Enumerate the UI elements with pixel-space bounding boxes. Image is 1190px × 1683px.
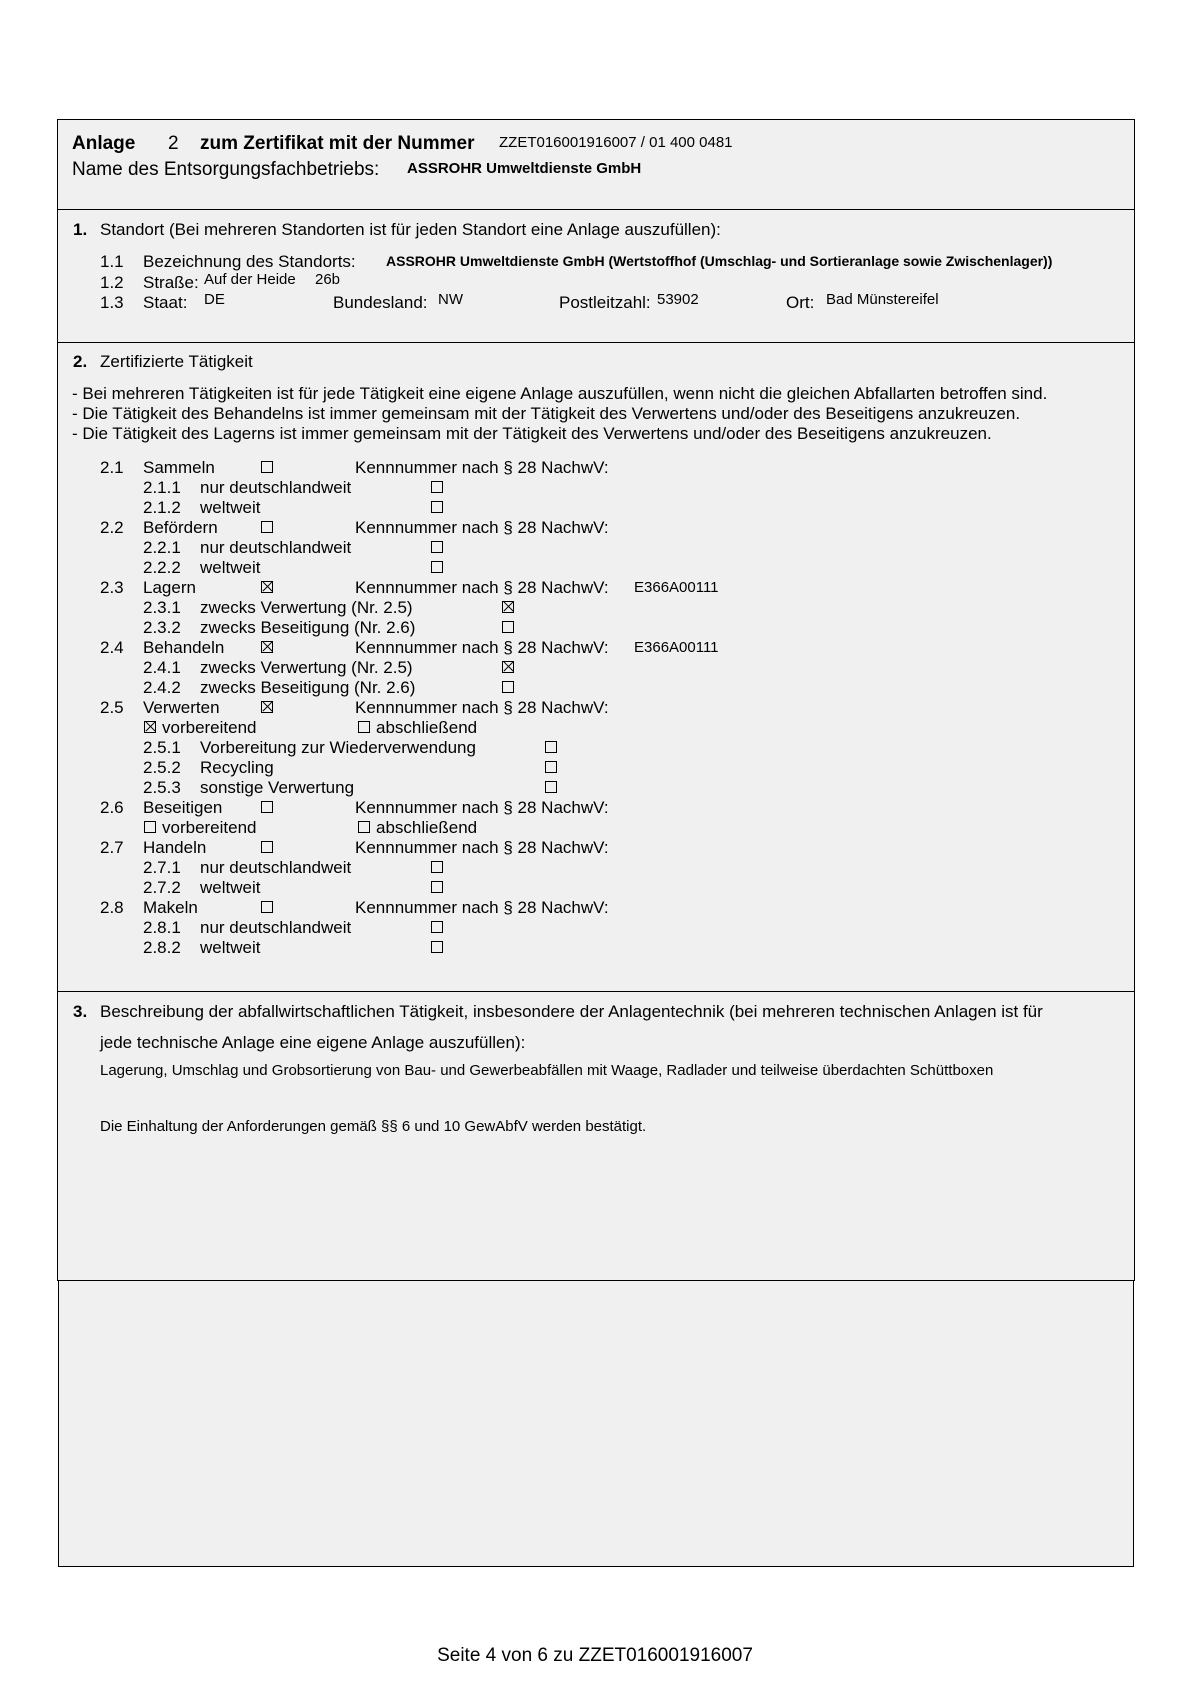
behandeln-beseitigung-label: zwecks Beseitigung (Nr. 2.6) (200, 678, 416, 697)
verwerten-abschliessend-checkbox[interactable] (358, 721, 370, 733)
item-num: 2.8.1 (143, 918, 181, 937)
makeln-deutschlandweit-label: nur deutschlandweit (200, 918, 352, 937)
beseitigen-vorbereitend-checkbox[interactable] (144, 821, 156, 833)
note-3: - Die Tätigkeit des Lagerns ist immer gemeinsam mit der Tätigkeit des Verwertens und/oder des Beseitigens anzukreuzen. (72, 424, 992, 443)
verwerten-checkbox[interactable] (261, 701, 273, 713)
item-num: 2.7 (100, 838, 124, 857)
makeln-deutschlandweit-checkbox[interactable] (431, 921, 443, 933)
item-num: 2.2.1 (143, 538, 181, 557)
item-num: 2.5.1 (143, 738, 181, 757)
behandeln-verwertung-label: zwecks Verwertung (Nr. 2.5) (200, 658, 413, 677)
item-num: 2.4 (100, 638, 124, 657)
handeln-weltweit-checkbox[interactable] (431, 881, 443, 893)
befoerdern-weltweit-label: weltweit (200, 558, 261, 577)
betrieb-value: ASSROHR Umweltdienste GmbH (407, 160, 642, 177)
kennnummer-label: Kennnummer nach § 28 NachwV: (355, 898, 609, 917)
item-num: 2.2.2 (143, 558, 181, 577)
beseitigen-abschliessend-label: abschließend (376, 818, 478, 837)
standort-section (57, 209, 1135, 343)
handeln-deutschlandweit-checkbox[interactable] (431, 861, 443, 873)
header-box (57, 119, 1135, 210)
verwerten-vorbereitend-label: vorbereitend (162, 718, 257, 737)
section2-title: Zertifizierte Tätigkeit (100, 352, 253, 371)
beseitigen-checkbox[interactable] (261, 801, 273, 813)
item-num: 2.6 (100, 798, 124, 817)
zertifikat-label: zum Zertifikat mit der Nummer (200, 133, 475, 154)
sammeln-deutschlandweit-checkbox[interactable] (431, 481, 443, 493)
sammeln-weltweit-label: weltweit (200, 498, 261, 517)
befoerdern-deutschlandweit-checkbox[interactable] (431, 541, 443, 553)
handeln-weltweit-label: weltweit (200, 878, 261, 897)
item-num: 2.8 (100, 898, 124, 917)
recycling-label: Recycling (200, 758, 274, 777)
n13: 1.3 (100, 293, 124, 312)
sonstige-verwertung-label: sonstige Verwertung (200, 778, 355, 797)
sammeln-deutschlandweit-label: nur deutschlandweit (200, 478, 352, 497)
lagern-label: Lagern (143, 578, 196, 597)
bezeichnung-label: Bezeichnung des Standorts: (143, 252, 356, 271)
kennnummer-label: Kennnummer nach § 28 NachwV: (355, 838, 609, 857)
kennnummer-label: Kennnummer nach § 28 NachwV: (355, 518, 609, 537)
plz-label: Postleitzahl: (559, 293, 651, 312)
section1-title: Standort (Bei mehreren Standorten ist für jeden Standort eine Anlage auszufüllen): (100, 220, 721, 239)
lagern-beseitigung-label: zwecks Beseitigung (Nr. 2.6) (200, 618, 416, 637)
sonstige-verwertung-checkbox[interactable] (545, 781, 557, 793)
item-num: 2.8.2 (143, 938, 181, 957)
makeln-weltweit-label: weltweit (200, 938, 261, 957)
makeln-checkbox[interactable] (261, 901, 273, 913)
item-num: 2.5.2 (143, 758, 181, 777)
section1-number: 1. (73, 220, 88, 239)
kennnummer-label: Kennnummer nach § 28 NachwV: (355, 458, 609, 477)
befoerdern-weltweit-checkbox[interactable] (431, 561, 443, 573)
wiederverwendung-label: Vorbereitung zur Wiederverwendung (200, 738, 476, 757)
note-2: - Die Tätigkeit des Behandelns ist immer gemeinsam mit der Tätigkeit des Verwertens und/oder des Beseitigens anzukreuzen. (72, 404, 1021, 423)
lagern-checkbox[interactable] (261, 581, 273, 593)
bestaetigung-text: Die Einhaltung der Anforderungen gemäß §§ 6 und 10 GewAbfV werden bestätigt. (100, 1118, 647, 1135)
item-num: 2.7.1 (143, 858, 181, 877)
ort-label: Ort: (786, 293, 815, 312)
n11: 1.1 (100, 252, 124, 271)
verwerten-label: Verwerten (143, 698, 220, 717)
befoerdern-deutschlandweit-label: nur deutschlandweit (200, 538, 352, 557)
wiederverwendung-checkbox[interactable] (545, 741, 557, 753)
beseitigen-abschliessend-checkbox[interactable] (358, 821, 370, 833)
staat-value: DE (204, 291, 225, 308)
recycling-checkbox[interactable] (545, 761, 557, 773)
item-num: 2.1.2 (143, 498, 181, 517)
item-num: 2.5 (100, 698, 124, 717)
befoerdern-label: Befördern (143, 518, 218, 537)
page-footer: Seite 4 von 6 zu ZZET016001916007 (437, 1645, 753, 1666)
empty-area (58, 1280, 1134, 1567)
bundesland-value: NW (438, 291, 463, 308)
verwerten-abschliessend-label: abschließend (376, 718, 478, 737)
makeln-label: Makeln (143, 898, 198, 917)
note-1: - Bei mehreren Tätigkeiten ist für jede Tätigkeit eine eigene Anlage auszufüllen, wenn nicht die gleichen Abfallarten betroffen sind. (72, 384, 1048, 403)
behandeln-verwertung-checkbox[interactable] (502, 661, 514, 673)
behandeln-beseitigung-checkbox[interactable] (502, 681, 514, 693)
item-num: 2.3 (100, 578, 124, 597)
beseitigen-vorbereitend-label: vorbereitend (162, 818, 257, 837)
ort-value: Bad Münstereifel (826, 291, 939, 308)
bundesland-label: Bundesland: (333, 293, 428, 312)
kennnummer-label: Kennnummer nach § 28 NachwV: (355, 798, 609, 817)
lagern-verwertung-label: zwecks Verwertung (Nr. 2.5) (200, 598, 413, 617)
bezeichnung-value: ASSROHR Umweltdienste GmbH (Wertstoffhof (Umschlag- und Sortieranlage sowie Zwischenlager)) (386, 253, 1053, 269)
strasse-value: Auf der Heide (204, 271, 296, 288)
item-num: 2.3.2 (143, 618, 181, 637)
behandeln-label: Behandeln (143, 638, 225, 657)
sammeln-label: Sammeln (143, 458, 215, 477)
befoerdern-checkbox[interactable] (261, 521, 273, 533)
n12: 1.2 (100, 273, 124, 292)
hausnummer: 26b (315, 271, 341, 288)
verwerten-vorbereitend-checkbox[interactable] (144, 721, 156, 733)
sammeln-checkbox[interactable] (261, 461, 273, 473)
section3-number: 3. (73, 1002, 88, 1021)
item-num: 2.5.3 (143, 778, 181, 797)
item-num: 2.7.2 (143, 878, 181, 897)
item-num: 2.4.2 (143, 678, 181, 697)
handeln-deutschlandweit-label: nur deutschlandweit (200, 858, 352, 877)
item-num: 2.3.1 (143, 598, 181, 617)
kennnummer-label: Kennnummer nach § 28 NachwV: (355, 698, 609, 717)
strasse-label: Straße: (143, 273, 199, 292)
plz-value: 53902 (657, 291, 699, 308)
item-num: 2.1 (100, 458, 124, 477)
anlage-label: Anlage (72, 133, 136, 154)
lagern-verwertung-checkbox[interactable] (502, 601, 514, 613)
beseitigen-label: Beseitigen (143, 798, 223, 817)
beschreibung-section (57, 991, 1135, 1281)
staat-label: Staat: (143, 293, 188, 312)
beschreibung-text: Lagerung, Umschlag und Grobsortierung von Bau- und Gewerbeabfällen mit Waage, Radlader und teilweise überdachten Schüttboxen (100, 1062, 994, 1079)
item-num: 2.2 (100, 518, 124, 537)
kennnummer-label: Kennnummer nach § 28 NachwV: (355, 638, 609, 657)
zertifikat-number: ZZET016001916007 / 01 400 0481 (499, 134, 733, 151)
behandeln-checkbox[interactable] (261, 641, 273, 653)
taetigkeit-section (57, 342, 1135, 992)
anlage-number: 2 (168, 133, 179, 154)
betrieb-label: Name des Entsorgungsfachbetriebs: (72, 159, 380, 180)
item-num: 2.4.1 (143, 658, 181, 677)
handeln-checkbox[interactable] (261, 841, 273, 853)
kennnummer-label: Kennnummer nach § 28 NachwV: (355, 578, 609, 597)
item-num: 2.1.1 (143, 478, 181, 497)
makeln-weltweit-checkbox[interactable] (431, 941, 443, 953)
lagern-beseitigung-checkbox[interactable] (502, 621, 514, 633)
sammeln-weltweit-checkbox[interactable] (431, 501, 443, 513)
section3-title-line1: Beschreibung der abfallwirtschaftlichen Tätigkeit, insbesondere der Anlagentechnik (bei mehreren technischen Anlagen ist für (100, 1002, 1043, 1021)
lagern-kennnummer: E366A00111 (634, 579, 719, 596)
section2-number: 2. (73, 352, 88, 371)
handeln-label: Handeln (143, 838, 207, 857)
behandeln-kennnummer: E366A00111 (634, 639, 719, 656)
section3-title-line2: jede technische Anlage eine eigene Anlage auszufüllen): (100, 1033, 526, 1052)
